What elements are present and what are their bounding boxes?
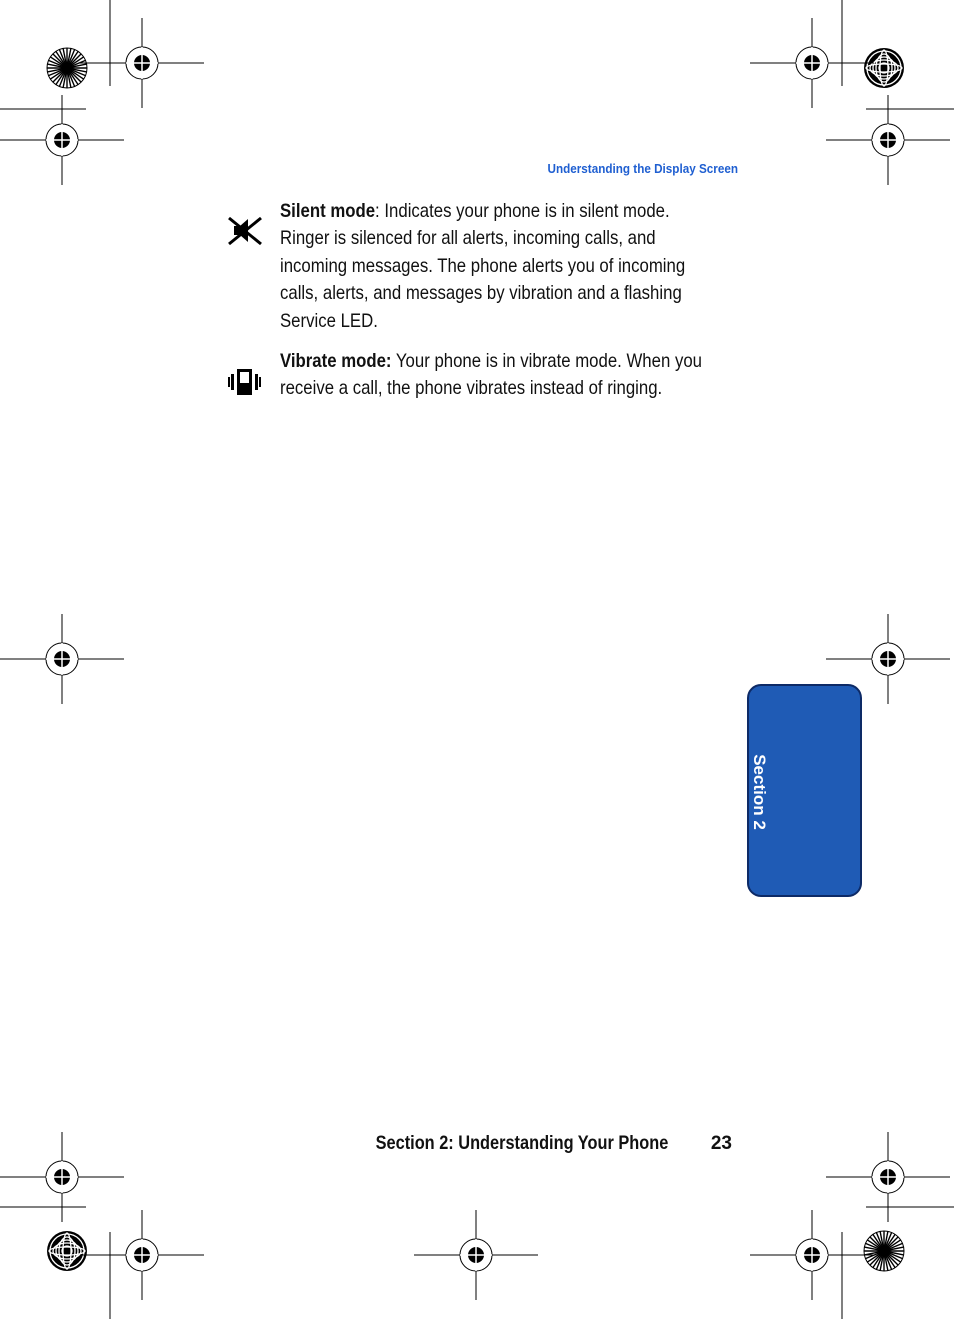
silent-mode-icon xyxy=(228,216,262,251)
section-tab-label: Section 2 xyxy=(750,754,769,830)
vibrate-mode-term: Vibrate mode: xyxy=(280,350,392,372)
vibrate-mode-line-2: receive a call, the phone vibrates instead of ringing. xyxy=(280,377,663,400)
silent-mode-line-1 xyxy=(280,198,751,225)
vibrate-mode-line-1 xyxy=(280,348,751,375)
page-number: 23 xyxy=(710,1133,732,1154)
silent-mode-separator: : xyxy=(375,200,385,222)
silent-mode-line-5: Service LED. xyxy=(280,309,378,332)
page-footer xyxy=(300,1133,732,1157)
running-header: Understanding the Display Screen xyxy=(547,161,738,176)
silent-mode-text-1: Indicates your phone is in silent mode. xyxy=(384,200,670,222)
silent-mode-line-4: calls, alerts, and messages by vibration and a flashing xyxy=(280,282,682,305)
vibrate-mode-description xyxy=(280,348,751,403)
footer-title: Section 2: Understanding Your Phone xyxy=(375,1133,668,1154)
silent-mode-description xyxy=(280,198,751,335)
section-tab xyxy=(747,684,862,897)
vibrate-mode-icon xyxy=(228,367,262,402)
silent-mode-line-3: incoming messages. The phone alerts you of incoming xyxy=(280,254,686,277)
silent-mode-line-2: Ringer is silenced for all alerts, incoming calls, and xyxy=(280,227,656,250)
vibrate-mode-text-1: Your phone is in vibrate mode. When you xyxy=(395,350,702,372)
silent-mode-term: Silent mode xyxy=(280,200,376,222)
